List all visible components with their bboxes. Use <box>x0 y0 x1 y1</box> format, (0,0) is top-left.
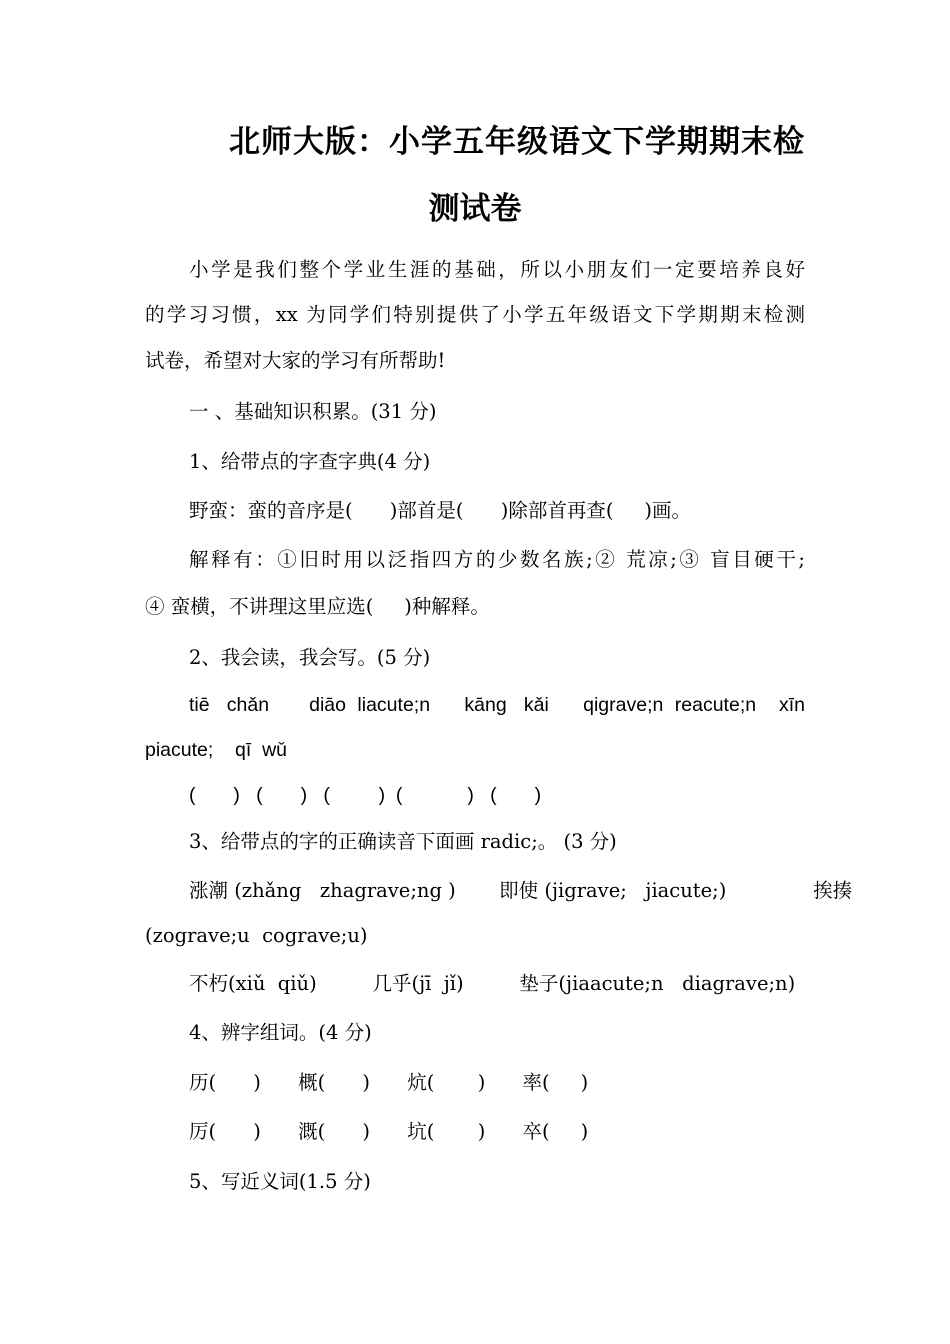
question-3-line-2: (zograve;u cograve;u) <box>145 924 368 947</box>
question-2-blanks: ( ) ( ) ( ) ( ) ( ) <box>189 784 542 806</box>
document-title-line-2: 测试卷 <box>428 191 522 227</box>
question-2-heading: 2、我会读，我会写。(5 分) <box>189 646 431 669</box>
document-title-line-1: 北师大版：小学五年级语文下学期期末检 <box>229 124 805 160</box>
intro-paragraph-line-2: 的学习习惯，xx 为同学们特别提供了小学五年级语文下学期期末检测 <box>145 303 805 326</box>
question-1-line-1: 野蛮：蛮的音序是( )部首是( )除部首再查( )画。 <box>189 499 692 522</box>
intro-paragraph-line-1: 小学是我们整个学业生涯的基础，所以小朋友们一定要培养良好 <box>189 258 805 281</box>
question-4-line-2: 厉( ) 溉( ) 坑( ) 卒( ) <box>189 1120 589 1143</box>
question-2-pinyin-line-1: tiē chǎn diāo liacute;n kāng kǎi qigrave;n reacute;n xīn <box>189 694 805 716</box>
question-4-line-1: 历( ) 概( ) 炕( ) 率( ) <box>189 1071 589 1094</box>
question-1-heading: 1、给带点的字查字典(4 分) <box>189 450 431 473</box>
intro-paragraph-line-3: 试卷，希望对大家的学习有所帮助! <box>145 349 446 372</box>
question-5-heading: 5、写近义词(1.5 分) <box>189 1170 371 1193</box>
question-3-line-3: 不朽(xiǔ qiǔ) 几乎(jī jǐ) 垫子(jiaacute;n diagrave;n) <box>189 972 796 995</box>
section-1-heading: 一 、基础知识积累。(31 分) <box>189 400 437 423</box>
question-1-line-3: ④ 蛮横，不讲理这里应选( )种解释。 <box>145 595 490 618</box>
question-2-pinyin-line-2: piacute; qī wǔ <box>145 739 287 761</box>
question-1-line-2: 解释有：①旧时用以泛指四方的少数名族;② 荒凉;③ 盲目硬干; <box>189 548 805 571</box>
question-3-heading: 3、给带点的字的正确读音下面画 radic;。 (3 分) <box>189 830 617 853</box>
question-3-line-1: 涨潮 (zhǎng zhagrave;ng ) 即使 (jigrave; jiacute;) 挨揍 <box>189 879 853 902</box>
question-4-heading: 4、辨字组词。(4 分) <box>189 1021 372 1044</box>
